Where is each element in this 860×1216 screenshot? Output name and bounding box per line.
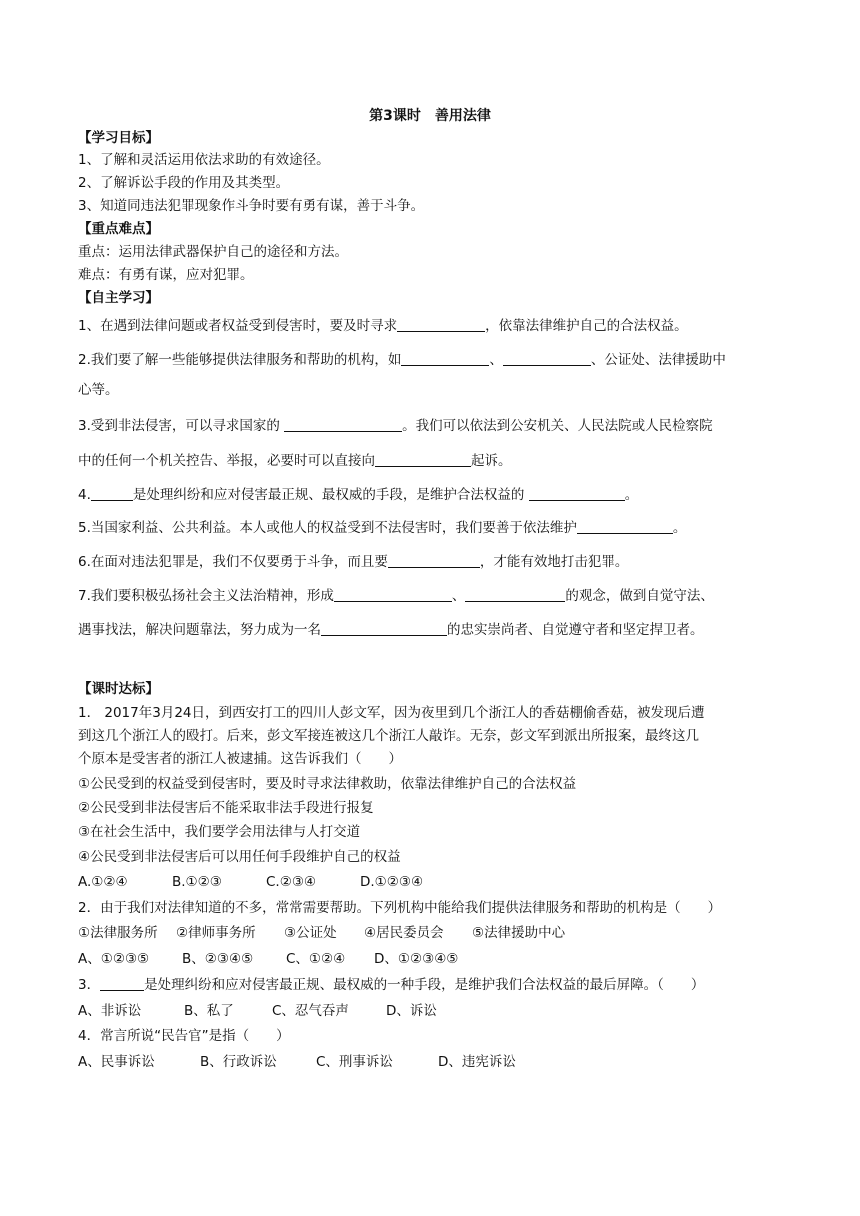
q5-text-b: 。 bbox=[672, 520, 687, 536]
key-heading: 【重点难点】 bbox=[78, 221, 159, 237]
option-c[interactable]: C、忍气吞声 bbox=[272, 1003, 349, 1019]
q3-text-d: 起诉。 bbox=[471, 453, 512, 469]
option-c[interactable]: C、刑事诉讼 bbox=[316, 1054, 393, 1070]
q4-blank-2[interactable] bbox=[529, 485, 625, 501]
q5-text-a: 5.当国家利益、公共利益。本人或他人的权益受到不法侵害时，我们要善于依法维护 bbox=[78, 520, 577, 536]
q4-text-b: 是处理纠纷和应对侵害最正规、最权威的手段，是维护合法权益的 bbox=[132, 487, 529, 503]
practice-q3-options bbox=[78, 1001, 437, 1021]
q3-blank-1[interactable] bbox=[284, 416, 402, 432]
option-d[interactable]: D、诉讼 bbox=[386, 1003, 437, 1019]
q3-blank-2[interactable] bbox=[375, 451, 471, 467]
option-a[interactable]: A.①②④ bbox=[78, 874, 128, 890]
practice-q1-stem: 到这几个浙江人的殴打。后来，彭文军接连被这几个浙江人敲诈。无奈，彭文军到派出所报案，最终这几 bbox=[78, 728, 699, 744]
q2-blank-2[interactable] bbox=[503, 350, 591, 366]
practice-q4-options bbox=[78, 1052, 516, 1072]
key-focus: 重点：运用法律武器保护自己的途径和方法。 bbox=[78, 244, 348, 260]
practice-q1-statement: ④公民受到非法侵害后可以用任何手段维护自己的权益 bbox=[78, 849, 401, 865]
q1-text-a: 1、在遇到法律问题或者权益受到侵害时，要及时寻求 bbox=[78, 318, 398, 334]
q2-item: ⑤法律援助中心 bbox=[472, 925, 566, 941]
practice-q3-stem bbox=[78, 975, 704, 995]
self-study-heading: 【自主学习】 bbox=[78, 290, 159, 306]
q6-text-a: 6.在面对违法犯罪是，我们不仅要勇于斗争，而且要 bbox=[78, 554, 388, 570]
option-a[interactable]: A、民事诉讼 bbox=[78, 1054, 155, 1070]
goal-item: 3、知道同违法犯罪现象作斗争时要有勇有谋，善于斗争。 bbox=[78, 198, 425, 214]
q4-text-c: 。 bbox=[624, 487, 639, 503]
q5-blank[interactable] bbox=[577, 518, 673, 534]
self-study-q7 bbox=[78, 586, 714, 606]
page-title: 第3课时 善用法律 bbox=[369, 108, 491, 124]
q7-text-c: 遇事找法，解决问题靠法，努力成为一名 bbox=[78, 622, 321, 638]
practice-heading: 【课时达标】 bbox=[78, 681, 159, 697]
q3-stem-text: 是处理纠纷和应对侵害最正规、最权威的一种手段，是维护我们合法权益的最后屏障。（ ） bbox=[144, 977, 705, 993]
goal-item: 1、了解和灵活运用依法求助的有效途径。 bbox=[78, 152, 330, 168]
q2-item: ④居民委员会 bbox=[364, 925, 444, 941]
q4-text-a: 4. bbox=[78, 487, 91, 503]
q6-blank[interactable] bbox=[388, 552, 480, 568]
goal-item: 2、了解诉讼手段的作用及其类型。 bbox=[78, 175, 290, 191]
practice-q1-statement: ③在社会生活中，我们要学会用法律与人打交道 bbox=[78, 824, 361, 840]
practice-q1-statement: ②公民受到非法侵害后不能采取非法手段进行报复 bbox=[78, 800, 374, 816]
option-b[interactable]: B.①②③ bbox=[172, 874, 222, 890]
q3-text-a: 3.受到非法侵害，可以寻求国家的 bbox=[78, 418, 285, 434]
self-study-q3-cont bbox=[78, 451, 512, 471]
self-study-q2 bbox=[78, 350, 726, 370]
q7-blank-1[interactable] bbox=[334, 586, 452, 602]
q2-item: ③公证处 bbox=[284, 925, 337, 941]
practice-q3-blank[interactable] bbox=[100, 975, 144, 991]
option-a[interactable]: A、①②③⑤ bbox=[78, 951, 150, 967]
option-d[interactable]: D.①②③④ bbox=[360, 874, 424, 890]
q2-separator: 、 bbox=[489, 352, 503, 368]
q7-blank-3[interactable] bbox=[321, 620, 447, 636]
option-b[interactable]: B、②③④⑤ bbox=[182, 951, 254, 967]
option-a[interactable]: A、非诉讼 bbox=[78, 1003, 142, 1019]
option-d[interactable]: D、违宪诉讼 bbox=[438, 1054, 516, 1070]
q1-blank[interactable] bbox=[397, 316, 485, 332]
option-c[interactable]: C、①②④ bbox=[286, 951, 346, 967]
q7-separator: 、 bbox=[451, 588, 466, 604]
self-study-q6 bbox=[78, 552, 628, 572]
q4-blank-1[interactable] bbox=[91, 485, 133, 501]
q2-text-a: 2.我们要了解一些能够提供法律服务和帮助的机构，如 bbox=[78, 352, 402, 368]
practice-q2-options bbox=[78, 949, 458, 969]
self-study-q4 bbox=[78, 485, 638, 505]
practice-q4-stem: 4．常言所说“民告官”是指（ ） bbox=[78, 1028, 290, 1044]
q7-blank-2[interactable] bbox=[465, 586, 565, 602]
q7-text-d: 的忠实崇尚者、自觉遵守者和坚定捍卫者。 bbox=[447, 622, 704, 638]
option-b[interactable]: B、私了 bbox=[184, 1003, 234, 1019]
q1-text-b: ，依靠法律维护自己的合法权益。 bbox=[485, 318, 688, 334]
practice-q2-stem: 2．由于我们对法律知道的不多，常常需要帮助。下列机构中能给我们提供法律服务和帮助的机构是（ ） bbox=[78, 900, 722, 916]
q2-item: ②律师事务所 bbox=[176, 925, 256, 941]
key-difficulty: 难点：有勇有谋，应对犯罪。 bbox=[78, 267, 254, 283]
self-study-q1 bbox=[78, 316, 688, 336]
q3-text-c: 中的任何一个机关控告、举报，必要时可以直接向 bbox=[78, 453, 375, 469]
self-study-q7-cont bbox=[78, 620, 704, 640]
q7-text-b: 的观念，做到自觉守法、 bbox=[565, 588, 714, 604]
practice-q2-items bbox=[78, 923, 565, 943]
practice-q1-stem: 1． 2017年3月24日，到西安打工的四川人彭文军，因为夜里到几个浙江人的香菇棚偷香菇，被发现后遭 bbox=[78, 705, 705, 721]
practice-q1-options bbox=[78, 872, 423, 892]
q3-text-b: 。我们可以依法到公安机关、人民法院或人民检察院 bbox=[402, 418, 713, 434]
q6-text-b: ，才能有效地打击犯罪。 bbox=[479, 554, 629, 570]
q7-text-a: 7.我们要积极弘扬社会主义法治精神，形成 bbox=[78, 588, 334, 604]
practice-q1-stem: 个原本是受害者的浙江人被逮捕。这告诉我们（ ） bbox=[78, 751, 402, 767]
option-d[interactable]: D、①②③④⑤ bbox=[374, 951, 459, 967]
self-study-q5 bbox=[78, 518, 686, 538]
goals-heading: 【学习目标】 bbox=[78, 130, 159, 146]
q2-text-b: 、公证处、法律援助中 bbox=[590, 352, 726, 368]
q2-blank-1[interactable] bbox=[401, 350, 489, 366]
q2-item: ①法律服务所 bbox=[78, 925, 158, 941]
option-b[interactable]: B、行政诉讼 bbox=[200, 1054, 277, 1070]
practice-q1-statement: ①公民受到的权益受到侵害时，要及时寻求法律救助，依靠法律维护自己的合法权益 bbox=[78, 776, 577, 792]
self-study-q2-cont: 心等。 bbox=[78, 382, 119, 398]
q3-number: 3． bbox=[78, 977, 101, 993]
option-c[interactable]: C.②③④ bbox=[266, 874, 317, 890]
self-study-q3 bbox=[78, 416, 713, 436]
